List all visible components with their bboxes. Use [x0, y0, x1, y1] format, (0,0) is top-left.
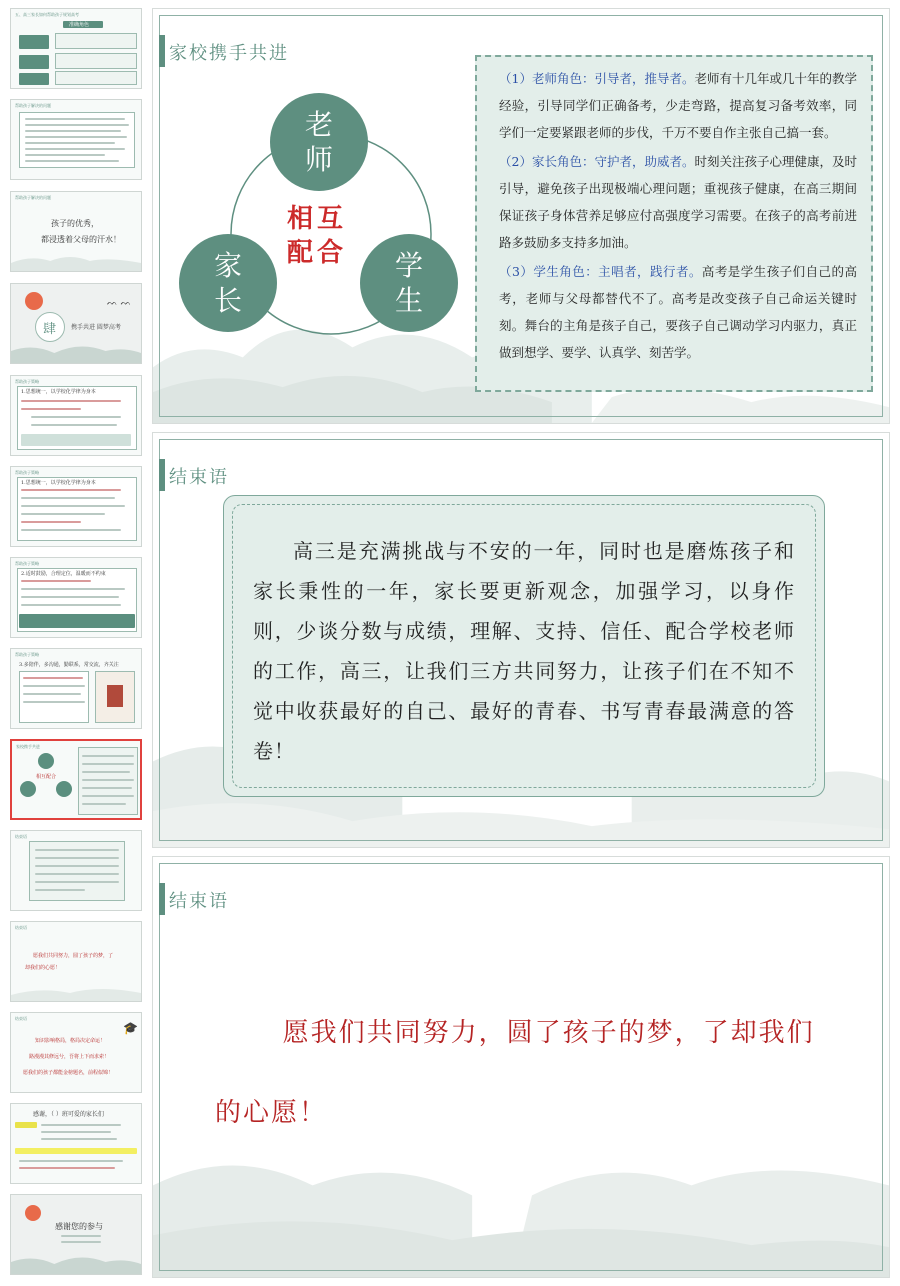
thumbnail-text-line	[21, 513, 105, 515]
parent-role-paragraph	[499, 148, 857, 256]
thumbnail-header: 1.思想统一，以学校化学律为身本	[21, 389, 96, 395]
thumbnail-text-line	[21, 604, 121, 606]
slide-thumbnail-1[interactable]	[10, 8, 142, 89]
center-text-line-2: 配合	[287, 237, 348, 268]
thumbnail-subtitle: 携手共进 圆梦高考	[71, 324, 121, 331]
thumbnail-textbox	[55, 53, 137, 69]
slide-title: 结束语	[169, 467, 229, 488]
mountain-decoration	[11, 341, 141, 363]
thumbnail-text-line	[25, 130, 121, 132]
slide-thumbnail-2[interactable]	[10, 99, 142, 180]
thumbnail-text-line	[41, 1138, 117, 1140]
thumbnail-title: 结束语	[15, 1016, 27, 1021]
teacher-role-paragraph	[499, 65, 857, 146]
thumbnail-text-line	[31, 416, 121, 418]
slide-closing-wish	[152, 856, 890, 1278]
thumbnail-highlight	[15, 1122, 37, 1128]
thumbnail-text-line	[82, 787, 132, 789]
thumbnail-red-text: 知识影响格局，格局决定命运！	[35, 1038, 106, 1044]
thumbnail-text-line	[25, 160, 119, 162]
slide-thumbnail-14[interactable]	[10, 1194, 142, 1275]
parent-circle-label: 家 长	[213, 249, 242, 317]
thumbnail-red-text: 愿我们的孩子都能金榜题名，前程似锦！	[23, 1070, 114, 1076]
teacher-role-label: （1）老师角色：引导者，推导者。	[499, 71, 695, 86]
closing-wish-text: 愿我们共同努力，圆了孩子的梦，了却我们的心愿！	[215, 1018, 815, 1128]
thumbnail-text: 都浸透着父母的汗水！	[41, 235, 121, 244]
student-role-paragraph	[499, 258, 857, 366]
closing-paragraph: 高三是充满挑战与不安的一年，同时也是磨炼孩子和家长秉性的一年，家长要更新观念，加强学习，以身作则，少谈分数与成绩，理解、支持、信任、配合学校老师的工作，高三，让我们三方共同努力，让孩子们在不知不觉中收获最好的自己、最好的青春、书写青春最满意的答卷！	[253, 539, 795, 763]
thumbnail-text-line	[61, 1235, 101, 1237]
teacher-circle-label: 老 师	[304, 108, 333, 176]
section-number: 肆	[43, 322, 57, 337]
thumbnail-circle-student	[56, 781, 72, 797]
sun-icon	[25, 1205, 41, 1221]
parent-circle	[179, 234, 277, 332]
thumbnail-text-line	[21, 529, 121, 531]
thumbnail-text-line	[82, 795, 134, 797]
thumbnail-textbox	[55, 71, 137, 85]
parent-role-label: （2）家长角色：守护者，助威者。	[499, 154, 695, 169]
thumbnail-title: 结束语	[15, 925, 27, 930]
slide-title: 结束语	[169, 891, 229, 912]
thumbnail-title: 帮助孩子解决的问题	[15, 103, 51, 108]
student-circle	[360, 234, 458, 332]
slide-thumbnail-panel	[0, 0, 148, 1286]
closing-text-box-inner	[232, 504, 816, 788]
thumbnail-text-line	[21, 489, 121, 491]
thumbnail-title: 家校携手共进	[16, 744, 40, 749]
slide-thumbnail-11[interactable]	[10, 921, 142, 1002]
thumbnail-center-text: 相互配合	[36, 774, 57, 780]
slide-thumbnail-5[interactable]	[10, 375, 142, 456]
thumbnail-text-line	[21, 497, 115, 499]
slide-family-school-cooperation	[152, 8, 890, 424]
thumbnail-title: 感谢，（ ）班可爱的家长们	[33, 1111, 104, 1118]
thumbnail-text-line	[21, 408, 81, 410]
thumbnail-header: 3.多陪伴，多沟通，勤联系，常交流，齐关注	[19, 662, 119, 668]
thumbnail-text: 孩子的优秀，	[51, 219, 99, 228]
thumbnail-text-line	[23, 677, 83, 679]
slide-thumbnail-3[interactable]	[10, 191, 142, 272]
thumbnail-text-line	[41, 1124, 121, 1126]
mountain-decoration	[11, 979, 141, 1001]
slide-thumbnail-13[interactable]	[10, 1103, 142, 1184]
thumbnail-block	[19, 614, 135, 628]
student-role-label: （3）学生角色：主唱者，践行者。	[499, 264, 702, 279]
thumbnail-block	[19, 55, 49, 69]
thumbnail-text-line	[25, 154, 105, 156]
thumbnail-text-line	[35, 865, 119, 867]
slide-thumbnail-6[interactable]	[10, 466, 142, 547]
thumbnail-text-line	[31, 424, 117, 426]
thumbnail-title: 帮助孩子解决的问题	[15, 195, 51, 200]
book-image	[107, 685, 123, 707]
title-accent-bar	[159, 459, 165, 491]
thumbnail-title: 帮助孩子策略	[15, 379, 39, 384]
thumbnail-header: 准确角色	[69, 22, 90, 28]
thumbnail-text-line	[21, 596, 119, 598]
thumbnail-text-line	[82, 803, 126, 805]
thumbnail-text-line	[35, 857, 119, 859]
thumbnail-block	[21, 434, 131, 446]
slide-thumbnail-9[interactable]	[10, 739, 142, 820]
thumbnail-block	[19, 73, 49, 85]
mountain-decoration	[11, 249, 141, 271]
thumbnail-text-line	[19, 1160, 123, 1162]
thumbnail-text-line	[21, 580, 91, 582]
thumbnail-text-line	[23, 685, 85, 687]
thumbnail-text-line	[35, 889, 85, 891]
thumbnail-title: 帮助孩子策略	[15, 561, 39, 566]
student-role-text: 高考是学生孩子们自己的高考，老师与父母都替代不了。高考是改变孩子自己命运关键时刻。舞台的主角是孩子自己，要孩子自己调动学习内驱力，真正做到想学、要学、认真学、刻苦学。	[499, 264, 857, 360]
birds-icon: ᨓ ᨓ	[107, 298, 132, 308]
thumbnail-title: 感谢您的参与	[55, 1222, 103, 1231]
thumbnail-text-line	[21, 588, 125, 590]
thumbnail-title: 五、高三家长如何帮助孩子规划高考	[15, 12, 79, 17]
thumbnail-text-line	[25, 124, 129, 126]
thumbnail-text-line	[41, 1131, 111, 1133]
thumbnail-red-text: 愿我们共同努力，圆了孩子的梦，了	[33, 953, 114, 959]
thumbnail-red-text: 路漫漫其修远兮，吾将上下而求索！	[29, 1054, 110, 1060]
thumbnail-text-line	[23, 693, 81, 695]
thumbnail-textbox	[55, 33, 137, 49]
thumbnail-text-line	[25, 142, 115, 144]
mountain-decoration	[11, 1252, 141, 1274]
thumbnail-text-line	[23, 701, 85, 703]
thumbnail-text-line	[82, 755, 134, 757]
thumbnail-text-line	[25, 136, 127, 138]
thumbnail-header: 1.思想统一，以学校化学律为身本	[21, 480, 96, 486]
thumbnail-text-line	[35, 873, 119, 875]
thumbnail-text-line	[21, 521, 81, 523]
sun-icon	[25, 292, 43, 310]
thumbnail-title: 结束语	[15, 834, 27, 839]
thumbnail-title: 帮助孩子策略	[15, 652, 39, 657]
thumbnail-text-line	[35, 881, 119, 883]
thumbnail-header: 2.适时鼓励，合理定位，温暖而不约束	[21, 571, 106, 577]
thumbnail-circle-parent	[20, 781, 36, 797]
center-cooperation-text	[287, 203, 347, 271]
slide-thumbnail-8[interactable]	[10, 648, 142, 729]
thumbnail-red-text: 却我们的心愿！	[25, 965, 61, 971]
thumbnail-text-line	[82, 771, 130, 773]
thumbnail-text-line	[25, 148, 125, 150]
thumbnail-circle-teacher	[38, 753, 54, 769]
thumbnail-text-line	[19, 1167, 115, 1169]
thumbnail-text-line	[21, 400, 121, 402]
thumbnail-text-line	[82, 779, 134, 781]
title-accent-bar	[159, 883, 165, 915]
thumbnail-block	[19, 35, 49, 49]
slide-thumbnail-10[interactable]	[10, 830, 142, 911]
thumbnail-text-line	[61, 1241, 101, 1243]
thumbnail-text-line	[21, 505, 125, 507]
thumbnail-text-line	[25, 118, 125, 120]
parent-role-text: 时刻关注孩子心理健康，及时引导，避免孩子出现极端心理问题；重视孩子健康，在高三期间保证孩子身体营养足够应付高强度学习需要。在孩子的高考前进路多鼓励多支持多加油。	[499, 154, 857, 250]
slide-thumbnail-12[interactable]	[10, 1012, 142, 1093]
thumbnail-text-line	[82, 763, 134, 765]
center-text-line-1: 相互	[287, 204, 348, 234]
roles-description-box	[475, 55, 873, 392]
teacher-role-text: 老师有十几年或几十年的教学经验，引导同学们正确备考，少走弯路，提高复习备考效率，同学们一定要紧跟老师的步伐，千万不要自作主张自己搞一套。	[499, 71, 857, 140]
slide-closing-remarks	[152, 432, 890, 848]
slide-thumbnail-4[interactable]	[10, 283, 142, 364]
title-accent-bar	[159, 35, 165, 67]
thumbnail-highlight	[15, 1148, 137, 1154]
slide-thumbnail-7[interactable]	[10, 557, 142, 638]
thumbnail-text-line	[35, 849, 119, 851]
slide-title: 家校携手共进	[169, 43, 289, 64]
graduation-cap-icon: 🎓	[123, 1021, 138, 1035]
teacher-circle	[270, 93, 368, 191]
thumbnail-title: 帮助孩子策略	[15, 470, 39, 475]
thumbnail-textbox	[17, 477, 137, 541]
student-circle-label: 学 生	[394, 249, 423, 317]
closing-text-box	[223, 495, 825, 797]
